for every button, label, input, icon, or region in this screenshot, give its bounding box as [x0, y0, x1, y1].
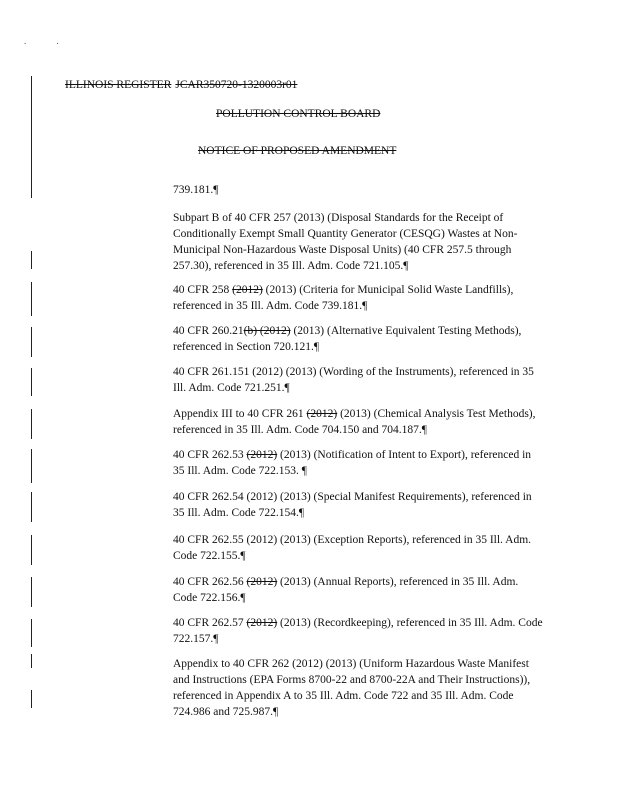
cfr-reference-paragraph: [173, 282, 545, 314]
paragraph-text: Appendix to 40 CFR 262 (2012) (2013) (Uniform Hazardous Waste Manifest and Instructions (EPA Forms 8700-22 and 8700-22A and Their Instructions)), referenced in Appendix A to 35 Ill. Adm. Code 722 and 35 Ill. Adm. Code 724.986 and 725.987.: [173, 658, 531, 718]
paragraph-mark: ¶: [313, 341, 320, 353]
cfr-reference-paragraph: [173, 615, 545, 647]
paragraph-text: 40 CFR 262.56: [173, 576, 247, 588]
notice-header: NOTICE OF PROPOSED AMENDMENT: [198, 145, 397, 157]
revision-bar: [31, 654, 32, 668]
revision-bar: [31, 409, 32, 439]
paragraph-text: (2013) (Criteria for Municipal Solid Waste Landfills), referenced in 35 Ill. Adm. Code 739.181.: [173, 284, 514, 312]
document-id: JCAR350720-1320003r01: [175, 79, 298, 91]
register-header: [65, 79, 297, 91]
paragraph-text: 40 CFR 260.21: [173, 325, 244, 337]
paragraph-mark: ¶: [284, 382, 290, 394]
paragraph-text: 40 CFR 262.54 (2012) (2013) (Special Manifest Requirements), referenced in 35 Ill. Adm. Code 722.154.: [173, 491, 532, 519]
paragraph-text: (2013) (Chemical Analysis Test Methods), referenced in 35 Ill. Adm. Code 704.150 and 704.187.: [173, 408, 536, 436]
paragraph-text: 40 CFR 261.151 (2012) (2013) (Wording of the Instruments), referenced in 35 Ill. Adm. Code 721.251.: [173, 366, 534, 394]
deleted-text: (2012): [246, 449, 278, 461]
paragraph-mark: ¶: [362, 300, 368, 312]
deleted-text: (2012): [306, 408, 338, 420]
cfr-reference-paragraph: [173, 210, 545, 274]
revision-bar: [31, 327, 32, 357]
paragraph-text: 40 CFR 262.55 (2012) (2013) (Exception Reports), referenced in 35 Ill. Adm. Code 722.155.: [173, 534, 532, 562]
revision-bar: [31, 535, 32, 565]
paragraph-mark: ¶: [298, 507, 305, 519]
deleted-text: (2012): [246, 617, 278, 629]
paragraph-mark: ¶: [213, 184, 219, 196]
paragraph-mark: ¶: [272, 706, 279, 718]
paragraph-text: 40 CFR 262.57: [173, 617, 247, 629]
paragraph-text: Subpart B of 40 CFR 257 (2013) (Disposal Standards for the Receipt of Conditionally Exempt Small Quantity Generator (CESQG) Wastes at Non-Municipal Non-Hazardous Waste Disposal Units) (40 CFR 257.5 through 257.30), referenced in 35 Ill. Adm. Code 721.105.: [173, 212, 518, 272]
corner-mark: . .: [24, 36, 73, 46]
paragraph-text: (2013) (Notification of Intent to Export), referenced in 35 Ill. Adm. Code 722.153.: [173, 449, 532, 477]
cfr-reference-paragraph: [173, 364, 545, 396]
paragraph-mark: ¶: [240, 592, 246, 604]
paragraph-text: (2013) (Recordkeeping), referenced in 35 Ill. Adm. Code 722.157.: [173, 617, 543, 645]
revision-bar: [31, 251, 32, 269]
paragraph-mark: ¶: [403, 260, 409, 272]
revision-bar: [31, 368, 32, 396]
paragraph-mark: ¶: [421, 424, 428, 436]
revision-bar: [31, 690, 32, 708]
cfr-reference-paragraph: [173, 182, 545, 198]
cfr-reference-paragraph: [173, 574, 545, 606]
cfr-reference-paragraph: [173, 323, 545, 355]
deleted-text: (b) (2012): [243, 325, 291, 337]
revision-bar: [31, 282, 32, 316]
cfr-reference-paragraph: [173, 406, 545, 438]
cfr-reference-paragraph: [173, 656, 545, 720]
deleted-text: (2012): [246, 576, 278, 588]
revision-bar: [31, 449, 32, 483]
register-title: ILLINOIS REGISTER: [65, 79, 172, 91]
cfr-reference-paragraph: [173, 447, 545, 479]
board-header: POLLUTION CONTROL BOARD: [216, 108, 381, 120]
paragraph-text: (2013) (Annual Reports), referenced in 35 Ill. Adm. Code 722.156.: [173, 576, 519, 604]
paragraph-mark: ¶: [240, 550, 246, 562]
revision-bar: [31, 492, 32, 522]
cfr-reference-paragraph: [173, 532, 545, 564]
paragraph-text: 739.181.: [173, 184, 214, 196]
paragraph-text: (2013) (Alternative Equivalent Testing Methods), referenced in Section 720.121.: [173, 325, 522, 353]
paragraph-text: 40 CFR 258: [173, 284, 233, 296]
paragraph-text: Appendix III to 40 CFR 261: [173, 408, 307, 420]
cfr-reference-paragraph: [173, 489, 545, 521]
deleted-text: (2012): [232, 284, 263, 296]
revision-bar: [31, 577, 32, 607]
paragraph-text: 40 CFR 262.53: [173, 449, 247, 461]
paragraph-mark: ¶: [213, 633, 219, 645]
paragraph-mark: ¶: [301, 465, 307, 477]
revision-bar: [31, 76, 32, 198]
revision-bar: [31, 619, 32, 647]
